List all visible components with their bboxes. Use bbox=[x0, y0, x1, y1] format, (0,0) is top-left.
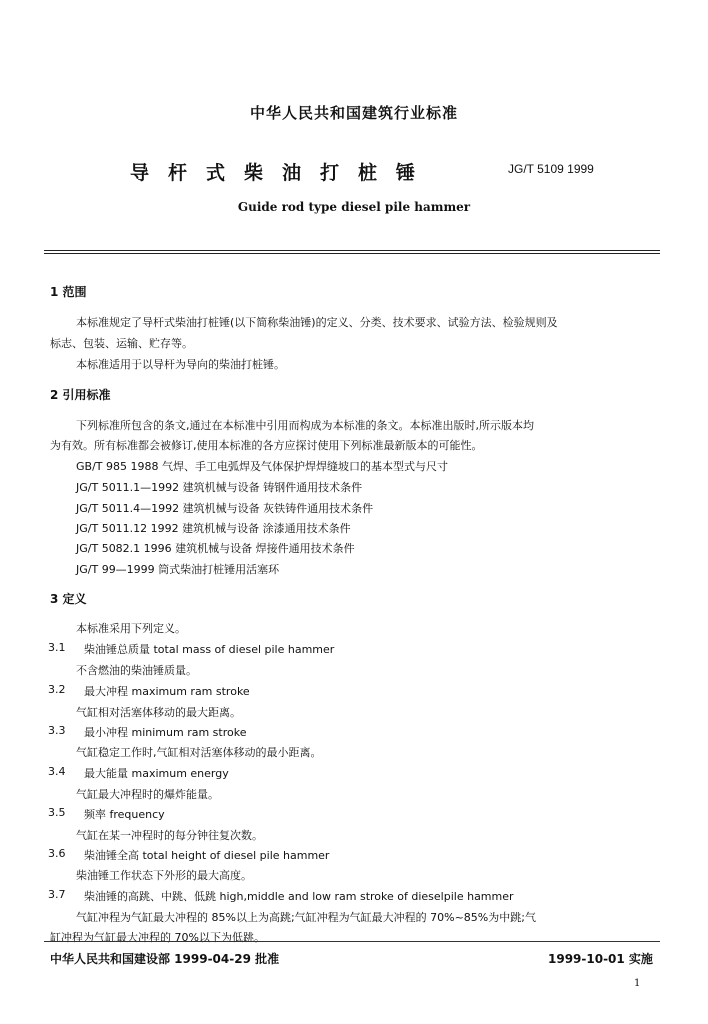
definition-number: 3.7 bbox=[48, 888, 66, 901]
section-1-para-1-cont: 标志、包装、运输、贮存等。 bbox=[50, 337, 193, 350]
definition-desc-cont: 缸冲程为气缸最大冲程的 70%以下为低跳。 bbox=[50, 931, 265, 944]
section-2-para-1-cont: 为有效。所有标准都会被修订,使用本标准的各方应探讨使用下列标准最新版本的可能性。 bbox=[50, 439, 483, 452]
implementation-date: 1999-10-01 实施 bbox=[548, 952, 653, 966]
section-3-intro: 本标准采用下列定义。 bbox=[76, 622, 186, 635]
reference-item: JG/T 5011.1—1992 建筑机械与设备 铸钢件通用技术条件 bbox=[76, 481, 363, 494]
definition-desc: 不含燃油的柴油锤质量。 bbox=[76, 664, 197, 677]
reference-item: JG/T 5011.4—1992 建筑机械与设备 灰铁铸件通用技术条件 bbox=[76, 502, 374, 515]
reference-item: JG/T 5082.1 1996 建筑机械与设备 焊接件通用技术条件 bbox=[76, 542, 355, 555]
section-3-heading: 3 定义 bbox=[50, 592, 87, 606]
section-1-heading: 1 范围 bbox=[50, 285, 87, 299]
definition-number: 3.3 bbox=[48, 724, 66, 737]
reference-item: JG/T 5011.12 1992 建筑机械与设备 涂漆通用技术条件 bbox=[76, 522, 351, 535]
section-2-heading: 2 引用标准 bbox=[50, 388, 111, 402]
definition-term: 柴油锤总质量 total mass of diesel pile hammer bbox=[84, 643, 335, 656]
document-title-cn: 导杆式柴油打桩锤 bbox=[130, 162, 435, 184]
section-1-para-2: 本标准适用于以导杆为导向的柴油打桩锤。 bbox=[76, 358, 285, 371]
footer-rule bbox=[44, 941, 660, 942]
definition-desc: 气缸稳定工作时,气缸相对活塞体移动的最小距离。 bbox=[76, 746, 322, 759]
definition-term: 最大冲程 maximum ram stroke bbox=[84, 685, 250, 698]
definition-term: 最小冲程 minimum ram stroke bbox=[84, 726, 247, 739]
standard-number: JG/T 5109 1999 bbox=[508, 162, 594, 176]
definition-desc: 气缸在某一冲程时的每分钟往复次数。 bbox=[76, 829, 263, 842]
header-rule-top bbox=[44, 250, 660, 251]
definition-number: 3.4 bbox=[48, 765, 66, 778]
header-rule-bottom bbox=[44, 253, 660, 254]
definition-desc: 气缸冲程为气缸最大冲程的 85%以上为高跳;气缸冲程为气缸最大冲程的 70%~85%为中跳;气 bbox=[76, 911, 536, 924]
definition-desc: 柴油锤工作状态下外形的最大高度。 bbox=[76, 869, 252, 882]
definition-term: 柴油锤全高 total height of diesel pile hammer bbox=[84, 849, 330, 862]
definition-term: 柴油锤的高跳、中跳、低跳 high,middle and low ram stroke of dieselpile hammer bbox=[84, 890, 514, 903]
definition-desc: 气缸最大冲程时的爆炸能量。 bbox=[76, 788, 219, 801]
page-number: 1 bbox=[634, 978, 641, 989]
standard-organization: 中华人民共和国建筑行业标准 bbox=[249, 104, 458, 122]
reference-item: GB/T 985 1988 气焊、手工电弧焊及气体保护焊焊缝坡口的基本型式与尺寸 bbox=[76, 460, 448, 473]
definition-number: 3.1 bbox=[48, 641, 66, 654]
definition-number: 3.6 bbox=[48, 847, 66, 860]
definition-term: 最大能量 maximum energy bbox=[84, 767, 229, 780]
definition-number: 3.5 bbox=[48, 806, 66, 819]
section-1-para-1: 本标准规定了导杆式柴油打桩锤(以下简称柴油锤)的定义、分类、技术要求、试验方法、检验规则及 bbox=[76, 316, 558, 329]
reference-item: JG/T 99—1999 筒式柴油打桩锤用活塞环 bbox=[76, 563, 280, 576]
definition-number: 3.2 bbox=[48, 683, 66, 696]
document-title-en: Guide rod type diesel pile hammer bbox=[237, 200, 471, 214]
definition-term: 频率 frequency bbox=[84, 808, 165, 821]
section-2-para-1: 下列标准所包含的条文,通过在本标准中引用而构成为本标准的条文。本标准出版时,所示版本均 bbox=[76, 419, 534, 432]
approval-date: 中华人民共和国建设部 1999-04-29 批准 bbox=[50, 952, 280, 966]
definition-desc: 气缸相对活塞体移动的最大距离。 bbox=[76, 706, 241, 719]
